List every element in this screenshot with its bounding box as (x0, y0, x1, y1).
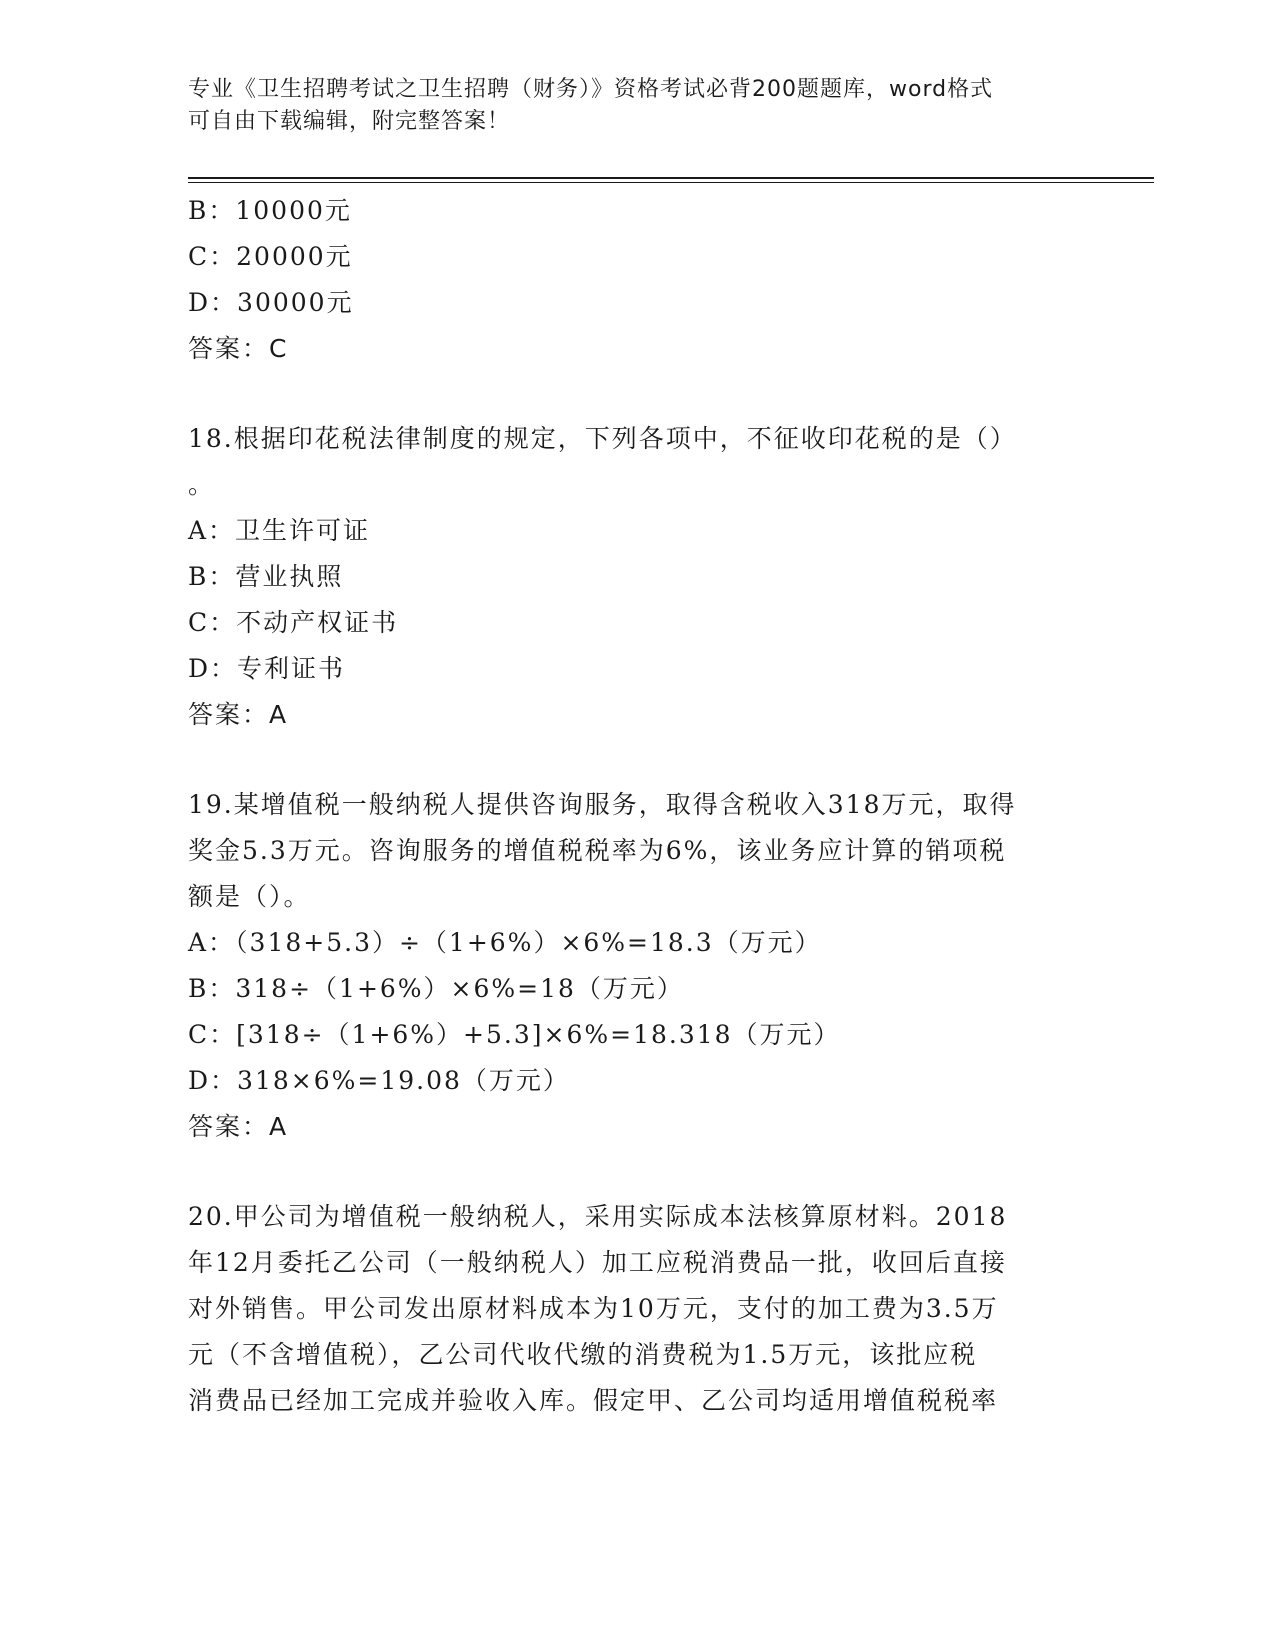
q17-option-d: D：30000元 (188, 288, 354, 317)
q19-answer: 答案：A (188, 1112, 289, 1141)
q20-stem-line-1: 20.甲公司为增值税一般纳税人，采用实际成本法核算原材料。2018 (188, 1202, 1008, 1231)
q20-stem-line-5: 消费品已经加工完成并验收入库。假定甲、乙公司均适用增值税税率 (188, 1386, 999, 1415)
spacer (188, 738, 1088, 782)
question-content (188, 188, 1088, 1424)
question-19 (188, 782, 1088, 1150)
q19-option-c: C：[318÷（1+6%）+5.3]×6%=18.318（万元） (188, 1020, 841, 1049)
q18-stem-line-1: 18.根据印花税法律制度的规定，下列各项中，不征收印花税的是（） (188, 424, 1017, 453)
q17-option-b: B：10000元 (188, 196, 352, 225)
header-line-2: 可自由下载编辑，附完整答案！ (188, 109, 511, 134)
q18-stem-line-2: 。 (188, 470, 216, 499)
q17-option-c: C：20000元 (188, 242, 353, 271)
q19-stem-line-1: 19.某增值税一般纳税人提供咨询服务，取得含税收入318万元，取得 (188, 790, 1017, 819)
q19-stem-line-2: 奖金5.3万元。咨询服务的增值税税率为6%，该业务应计算的销项税 (188, 836, 1007, 865)
q20-stem-line-3: 对外销售。甲公司发出原材料成本为10万元，支付的加工费为3.5万 (188, 1294, 999, 1323)
q18-option-a: A：卫生许可证 (188, 516, 371, 545)
header-rule-thick (188, 177, 1154, 179)
question-20 (188, 1194, 1088, 1424)
q17-answer: 答案：C (188, 334, 289, 363)
q19-option-a: A：（318+5.3）÷（1+6%）×6%=18.3（万元） (188, 928, 822, 957)
q20-stem-line-4: 元（不含增值税），乙公司代收代缴的消费税为1.5万元，该批应税 (188, 1340, 978, 1369)
q19-option-d: D：318×6%=19.08（万元） (188, 1066, 570, 1095)
q18-option-c: C：不动产权证书 (188, 608, 399, 637)
q20-stem-line-2: 年12月委托乙公司（一般纳税人）加工应税消费品一批，收回后直接 (188, 1248, 1007, 1277)
question-18 (188, 416, 1088, 738)
q19-option-b: B：318÷（1+6%）×6%=18（万元） (188, 974, 684, 1003)
q19-stem-line-3: 额是（）。 (188, 882, 311, 911)
document-header (188, 74, 1088, 138)
q18-option-d: D：专利证书 (188, 654, 346, 683)
header-rule-thin (188, 182, 1154, 183)
spacer (188, 1150, 1088, 1194)
q18-option-b: B：营业执照 (188, 562, 344, 591)
q18-answer: 答案：A (188, 700, 289, 729)
spacer (188, 372, 1088, 416)
header-line-1: 专业《卫生招聘考试之卫生招聘（财务）》资格考试必背200题题库，word格式 (188, 77, 994, 102)
question-17 (188, 188, 1088, 372)
